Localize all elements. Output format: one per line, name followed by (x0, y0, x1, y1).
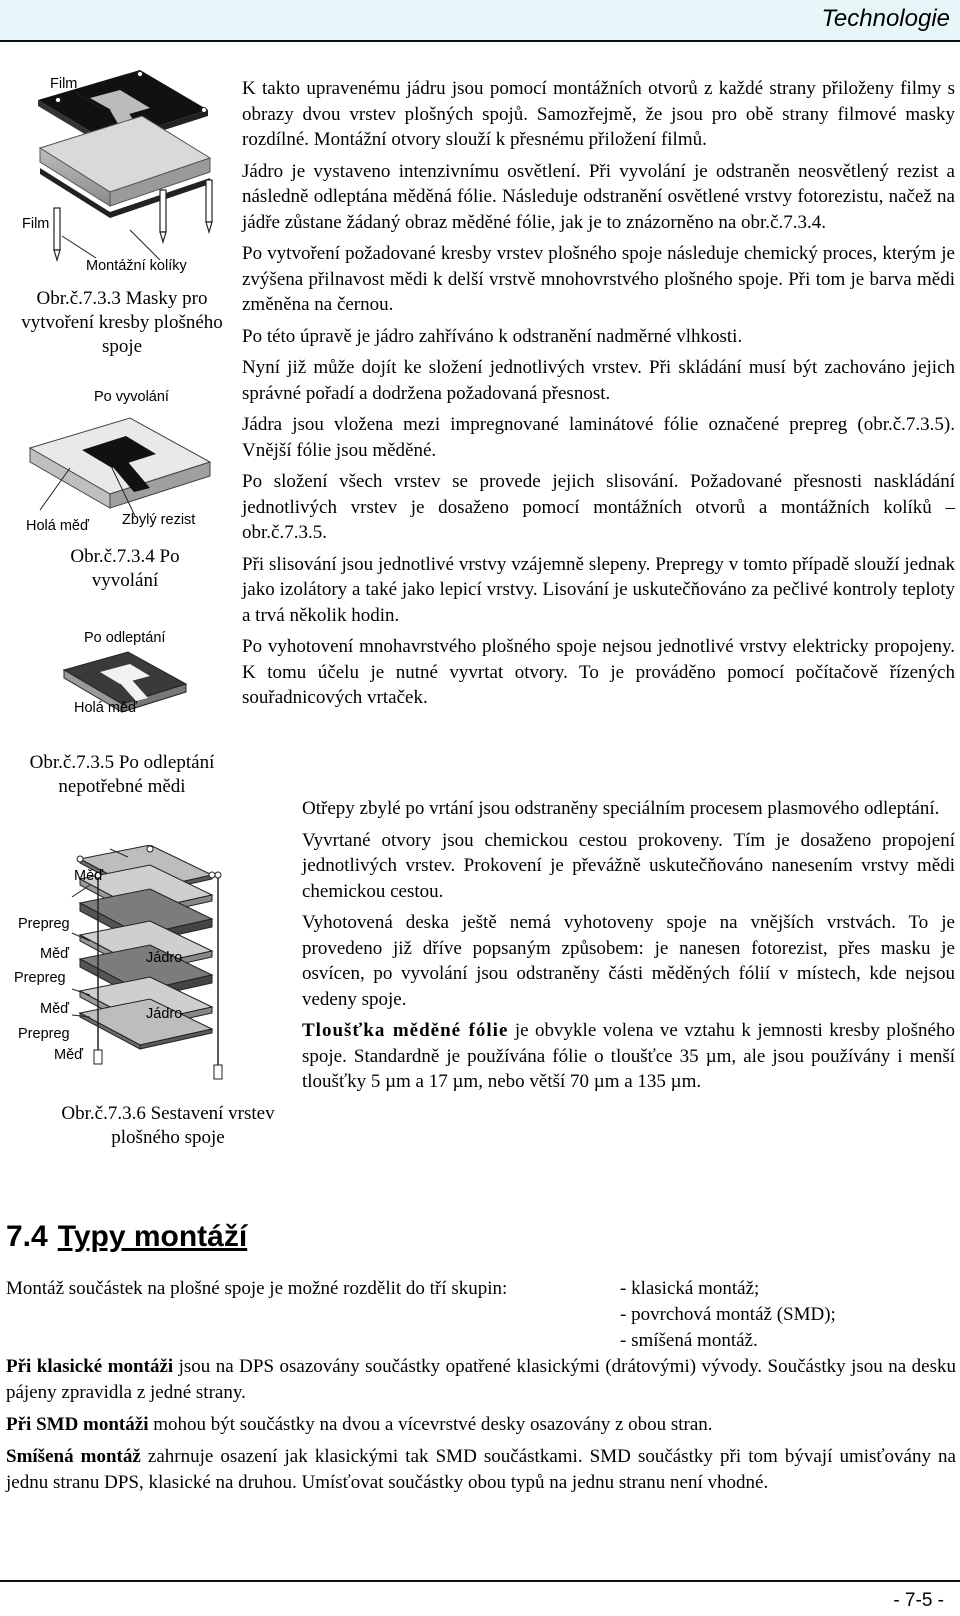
section-title: Typy montáží (57, 1220, 248, 1253)
label-film-side: Film (22, 216, 50, 232)
classic-text: jsou na DPS osazovány součástky opatřené klasickými (drátovými) vývody. Součástky jsou na desku pájeny zpravidla z jedné strany. (6, 1356, 956, 1403)
smd-text: mohou být součástky na dvou a vícevrstvé desky osazovány z obou stran. (148, 1414, 713, 1435)
header-band (0, 0, 960, 42)
label-copper-top: Měď (74, 868, 104, 884)
header-title: Technologie (821, 5, 950, 32)
thickness-term: Tloušťka měděné fólie (302, 1020, 509, 1041)
montage-types-list (620, 1276, 836, 1354)
label-copper-2: Měď (40, 946, 70, 962)
thickness-text: je obvykle volena ve vztahu k jemnosti kresby plošného spoje. Standardně je používána fólie o tloušťce 35 µm, ale jsou používány i menší tloušťky 5 µm a 17 µm, nebo větší 70 µm a 135 µm. (302, 1020, 955, 1092)
label-after-developing: Po vyvolání (94, 389, 169, 405)
smd-term: Při SMD montáži (6, 1414, 149, 1435)
main-text-column (242, 76, 955, 717)
label-after-etching: Po odleptání (84, 630, 166, 646)
paragraph-smd (6, 1412, 956, 1438)
paragraph: Jádra jsou vložena mezi impregnované laminátové fólie označené prepreg (obr.č.7.3.5). Vnější fólie jsou měděné. (242, 414, 955, 461)
label-film-top: Film (50, 76, 78, 92)
paragraph: Otřepy zbylé po vrtání jsou odstraněny speciálním procesem plasmového odleptání. (302, 798, 940, 819)
list-item: - smíšená montáž. (620, 1330, 758, 1351)
caption-fig-7-3-5: Obr.č.7.3.5 Po odleptání nepotřebné mědi (29, 752, 215, 797)
caption-fig-7-3-6: Obr.č.7.3.6 Sestavení vrstev plošného spoje (61, 1103, 275, 1148)
label-bare-copper-5: Holá měď (74, 700, 137, 716)
caption-fig-7-3-3: Obr.č.7.3.3 Masky pro vytvoření kresby plošného spoje (21, 288, 223, 357)
label-remaining-resist: Zbylý rezist (122, 512, 196, 528)
label-core-1: Jádro (146, 950, 183, 966)
inset-text-column (302, 796, 955, 1101)
paragraph: Nyní již může dojít ke složení jednotlivých vrstev. Při skládání musí být zachováno jejich správné pořadí a dodržena požadovaná přesnost. (242, 357, 955, 404)
section-heading (6, 1220, 247, 1254)
paragraph: K takto upravenému jádru jsou pomocí montážních otvorů z každé strany přiloženy filmy s obrazy dvou vrstev plošných spojů. Samozřejmě, že jsou pro obě strany filmové masky rozdílné. Montážní otvory slouží k přesnému přiložení filmů. (242, 78, 955, 150)
montage-intro (6, 1276, 956, 1354)
paragraph: Po složení všech vrstev se provede jejich slisování. Požadované přesnosti naskládání jednotlivých vrstev je dosaženo pomocí montážních otvorů a montážních kolíků – obr.č.7.3.5. (242, 471, 955, 543)
section-number: 7.4 (6, 1220, 48, 1253)
label-mounting-pins: Montážní kolíky (86, 258, 187, 274)
classic-term: Při klasické montáži (6, 1356, 174, 1377)
figure-etched-board (0, 650, 240, 730)
label-prepreg-2: Prepreg (14, 970, 66, 986)
paragraph: Při slisování jsou jednotlivé vrstvy vzájemně slepeny. Prepregy v tomto případě slouží jednak jako izolátory a také jako lepicí vrstvy. Lisování je uskutečňováno za pečlivé kontroly teploty a trvá několik hodin. (242, 553, 955, 626)
list-item: - povrchová montáž (SMD); (620, 1304, 836, 1325)
montage-section-body (6, 1276, 956, 1502)
montage-intro-text: Montáž součástek na plošné spoje je možné rozdělit do tří skupin: (6, 1278, 508, 1299)
paragraph: Vyhotovená deska ještě nemá vyhotoveny spoje na vnějších vrstvách. To je provedeno již dříve popsaným způsobem: je nanesen fotorezist, přes masku je osvícen, po vyvolání jsou odstraněny části měděných fólií v místech, kde nejsou vedeny spoje. (302, 912, 955, 1010)
page-number: - 7-5 - (893, 1590, 944, 1611)
mixed-text: zahrnuje osazení jak klasickými tak SMD součástkami. SMD součástky při tom bývají umisťovány na jednu stranu DPS, klasické na druhou. Umísťovat součástky obou typů na jednu stranu není vhodné. (6, 1446, 956, 1493)
list-item: - klasická montáž; (620, 1278, 760, 1299)
paragraph: Po vyhotovení mnohavrstvého plošného spoje nejsou jednotlivé vrstvy elektricky propojeny. K tomu účelu je nutné vyvrtat otvory. To je prováděno pomocí počítačově řízených souřadnicových vrtaček. (242, 636, 955, 708)
label-core-2: Jádro (146, 1006, 183, 1022)
label-bare-copper-4: Holá měď (26, 518, 89, 534)
caption-fig-7-3-4: Obr.č.7.3.4 Po vyvolání (70, 546, 180, 591)
paragraph: Po vytvoření požadované kresby vrstev plošného spoje následuje chemický proces, kterým je zvýšena přilnavost mědi k delší vrstvě mnohovrstvého plošného spoje. Při tom je barva mědi změněna na černou. (242, 243, 955, 315)
paragraph: Jádro je vystaveno intenzivnímu osvětlení. Při vyvolání je odstraněn neosvětlený rezist a následně odleptána měděná fólie. Následuje odstranění osvětlené vrstvy fotorezistu, načež na jádře zůstane žádaný obraz měděné fólie, jak je to znázorněno na obr.č.7.3.4. (242, 160, 955, 233)
paragraph: Vyvrtané otvory jsou chemickou cestou prokoveny. Tím je dosaženo propojení jednotlivých vrstev. Prokovení je převážně uskutečňováno nanesením vrstvy mědi chemickou cestou. (302, 829, 955, 902)
paragraph-thickness (302, 1018, 955, 1095)
paragraph: Po této úpravě je jádro zahříváno k odstranění nadměrné vlhkosti. (242, 325, 743, 347)
mixed-term: Smíšená montáž (6, 1446, 141, 1467)
label-copper-3: Měď (40, 1001, 70, 1017)
label-prepreg-1: Prepreg (18, 916, 70, 932)
paragraph-classic (6, 1354, 956, 1406)
label-prepreg-3: Prepreg (18, 1026, 70, 1042)
footer-rule (0, 1580, 960, 1582)
label-copper-4: Měď (54, 1047, 84, 1063)
paragraph-mixed (6, 1444, 956, 1496)
